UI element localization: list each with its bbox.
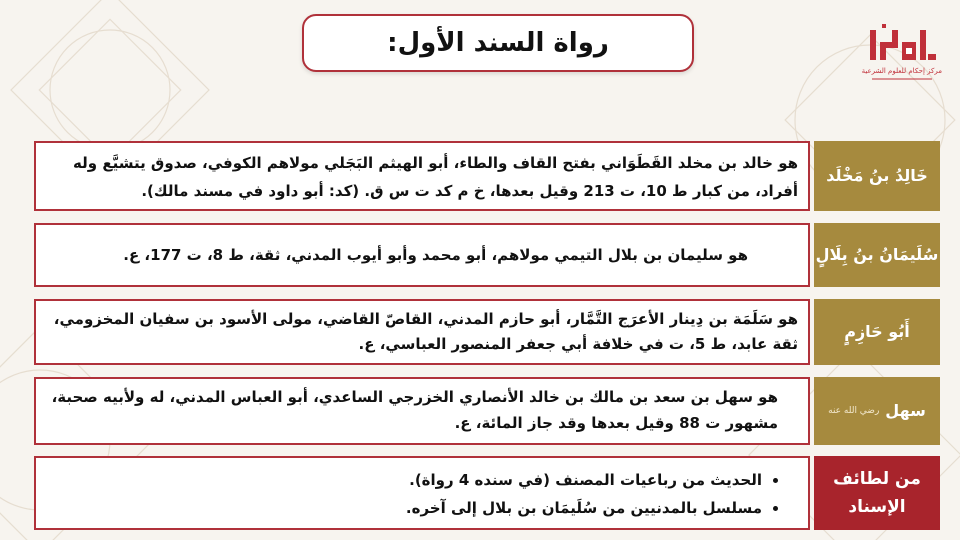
isnad-notes-content (34, 456, 810, 530)
logo-underline (872, 78, 932, 80)
narrator-name: خَالِدُ بنُ مَخْلَد (814, 141, 940, 211)
narrator-name: أَبُو حَازِمٍ (814, 299, 940, 365)
narrator-name: سُلَيمَانُ بنُ بِلَالٍ (814, 223, 940, 287)
narrator-bio: هو سَلَمَة بن دِينار الأعرَج التَّمَّار، أبو حازم المدني، القاصّ القاضي، مولى الأسود بن سفيان المخزومي، ثقة عابد، ط 5، ت في خلافة أبي جعفر المنصور العباسي، ع. (34, 299, 810, 365)
slide-title-box (302, 14, 694, 72)
narrator-bio: هو سهل بن سعد بن مالك بن خالد الأنصاري الخزرجي الساعدي، أبو العباس المدني، له ولأبيه صحبة، مشهور ت 88 وقيل بعدها وقد جاز المائة، ع. (34, 377, 810, 445)
narrator-row (34, 141, 940, 211)
honorific-text: رضي الله عنه (828, 406, 880, 416)
narrator-row (34, 377, 940, 445)
ihkam-logo-icon (866, 20, 938, 64)
narrator-row (34, 223, 940, 287)
isnad-notes-list (44, 466, 778, 522)
logo (862, 20, 942, 90)
narrator-bio (34, 223, 810, 287)
narrator-name: سهل (885, 401, 926, 420)
isnad-notes-label: من لطائف الإسناد (814, 456, 940, 530)
list-item: • الحديث من رباعيات المصنف (في سنده 4 رواة). (44, 466, 762, 494)
narrator-bio-text: هو سليمان بن بلال التيمي مولاهم، أبو محمد وأبو أيوب المدني، ثقة، ط 8، ت 177، ع. (123, 246, 748, 264)
logo-subtitle: مركز إحكام للعلوم الشرعية (861, 67, 942, 75)
list-item: • مسلسل بالمدنيين من سُلَيمَان بن بلال إلى آخره. (44, 494, 762, 522)
narrator-name-box (814, 377, 940, 445)
narrator-row (34, 299, 940, 365)
narrator-bio: هو خالد بن مخلد القَطَوَاني بفتح القاف والطاء، أبو الهيثم البَجَلي مولاهم الكوفي، صدوق يتشيَّع وله أفراد، من كبار ط 10، ت 213 وقيل بعدها، خ م كد ت س ق. (كد: أبو داود في مسند مالك). (34, 141, 810, 211)
slide-title: رواة السند الأول: (387, 28, 609, 58)
isnad-notes-row (34, 456, 940, 530)
